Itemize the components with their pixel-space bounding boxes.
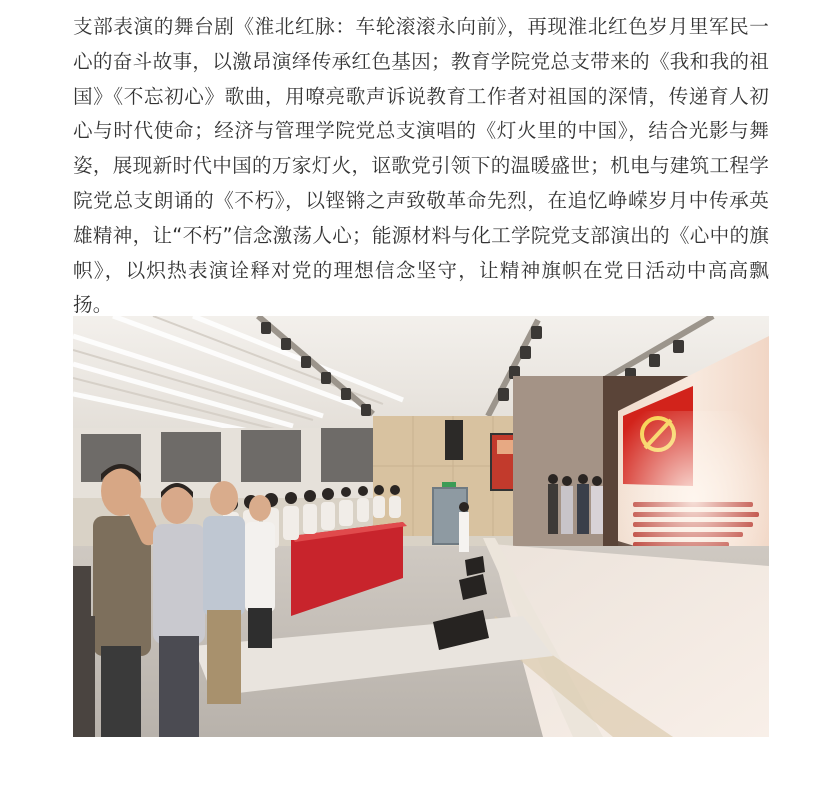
- exit-sign: [442, 482, 456, 487]
- event-photo: [73, 316, 769, 737]
- wall-speaker: [445, 420, 463, 460]
- auditorium-oath-illustration: [73, 316, 769, 737]
- article-body: [73, 0, 769, 323]
- article-paragraph: 支部表演的舞台剧《淮北红脉：车轮滚滚永向前》，再现淮北红色岁月里军民一心的奋斗故事，以激昂演绎传承红色基因；教育学院党总支带来的《我和我的祖国》《不忘初心》歌曲，用嘹亮歌声诉说教育工作者对祖国的深情，传递育人初心与时代使命；经济与管理学院党总支演唱的《灯火里的中国》，结合光影与舞姿，展现新时代中国的万家灯火，讴歌党引领下的温暖盛世；机电与建筑工程学院党总支朗诵的《不朽》，以铿锵之声致敬革命先烈，在追忆峥嵘岁月中传承英雄精神，让“不朽”信念激荡人心；能源材料与化工学院党支部演出的《心中的旗帜》，以炽热表演诠释对党的理想信念坚守，让精神旗帜在党日活动中高高飘扬。: [73, 15, 769, 317]
